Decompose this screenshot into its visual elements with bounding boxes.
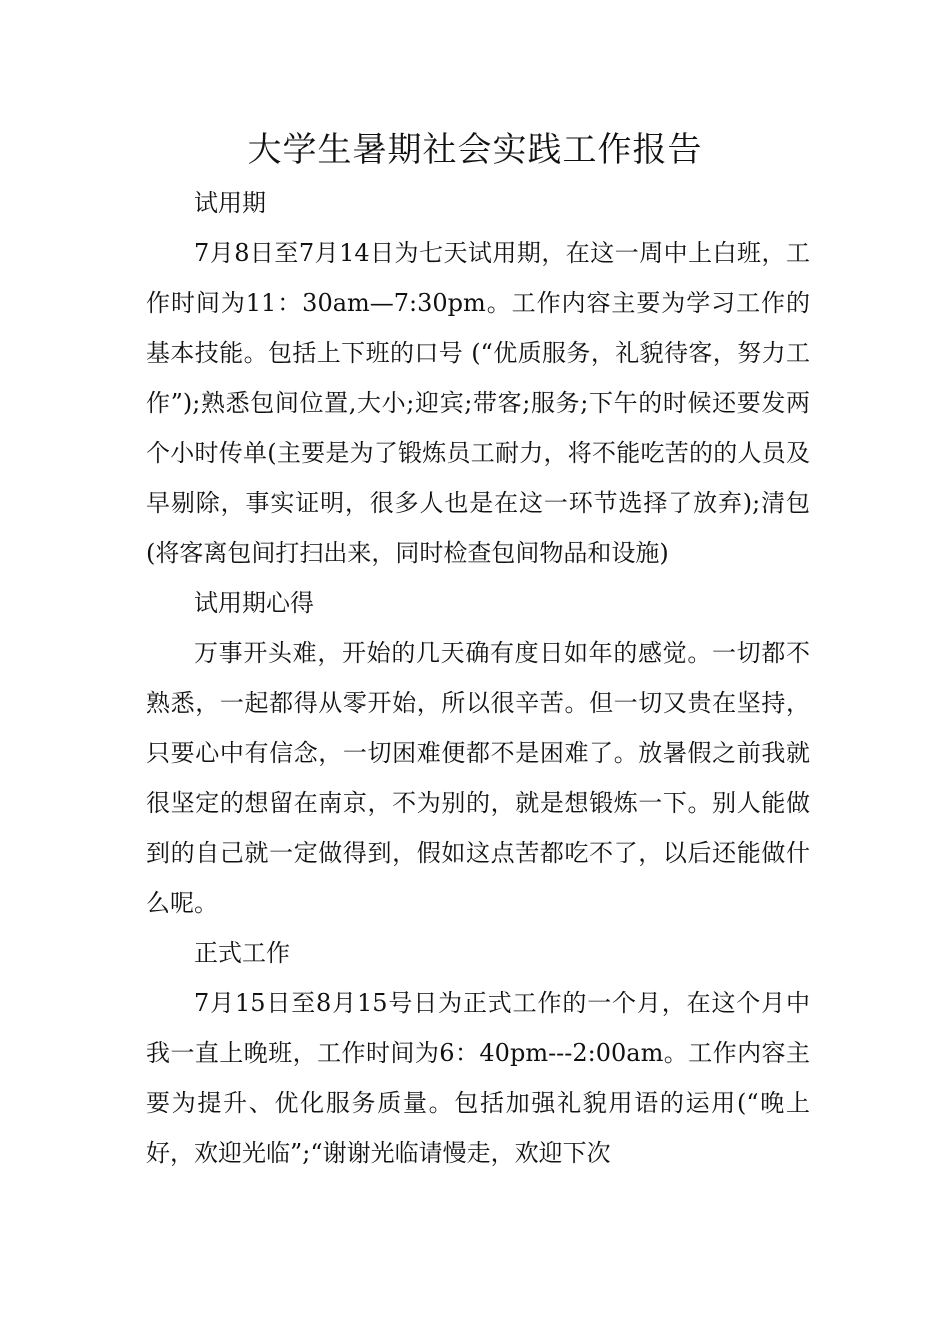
section-paragraph-formal-work: 7月15日至8月15号日为正式工作的一个月，在这个月中我一直上晚班，工作时间为6：40pm---2:00am。工作内容主要为提升、优化服务质量。包括加强礼貌用语的运用(“晚上好，欢迎光临”;“谢谢光临请慢走，欢迎下次 xyxy=(146,989,810,1167)
section-heading-trial: 试用期 xyxy=(194,189,266,217)
section-paragraph-trial-reflection: 万事开头难，开始的几天确有度日如年的感觉。一切都不熟悉，一起都得从零开始，所以很辛苦。但一切又贵在坚持，只要心中有信念，一切困难便都不是困难了。放暑假之前我就很坚定的想留在南京，不为别的，就是想锻炼一下。别人能做到的自己就一定做得到，假如这点苦都吃不了，以后还能做什么呢。 xyxy=(146,639,810,917)
document-title: 大学生暑期社会实践工作报告 xyxy=(247,130,703,170)
section-heading-trial-reflection: 试用期心得 xyxy=(194,589,314,617)
section-heading-formal-work: 正式工作 xyxy=(194,939,290,967)
section-paragraph-trial: 7月8日至7月14日为七天试用期，在这一周中上白班，工作时间为11：30am—7:30pm。工作内容主要为学习工作的基本技能。包括上下班的口号 (“优质服务，礼貌待客，努力工作”);熟悉包间位置,大小;迎宾;带客;服务;下午的时候还要发两个小时传单(主要是为了锻炼员工耐力，将不能吃苦的的人员及早剔除，事实证明，很多人也是在这一环节选择了放弃);清包(将客离包间打扫出来，同时检查包间物品和设施) xyxy=(146,239,810,567)
document-body xyxy=(146,178,810,1178)
